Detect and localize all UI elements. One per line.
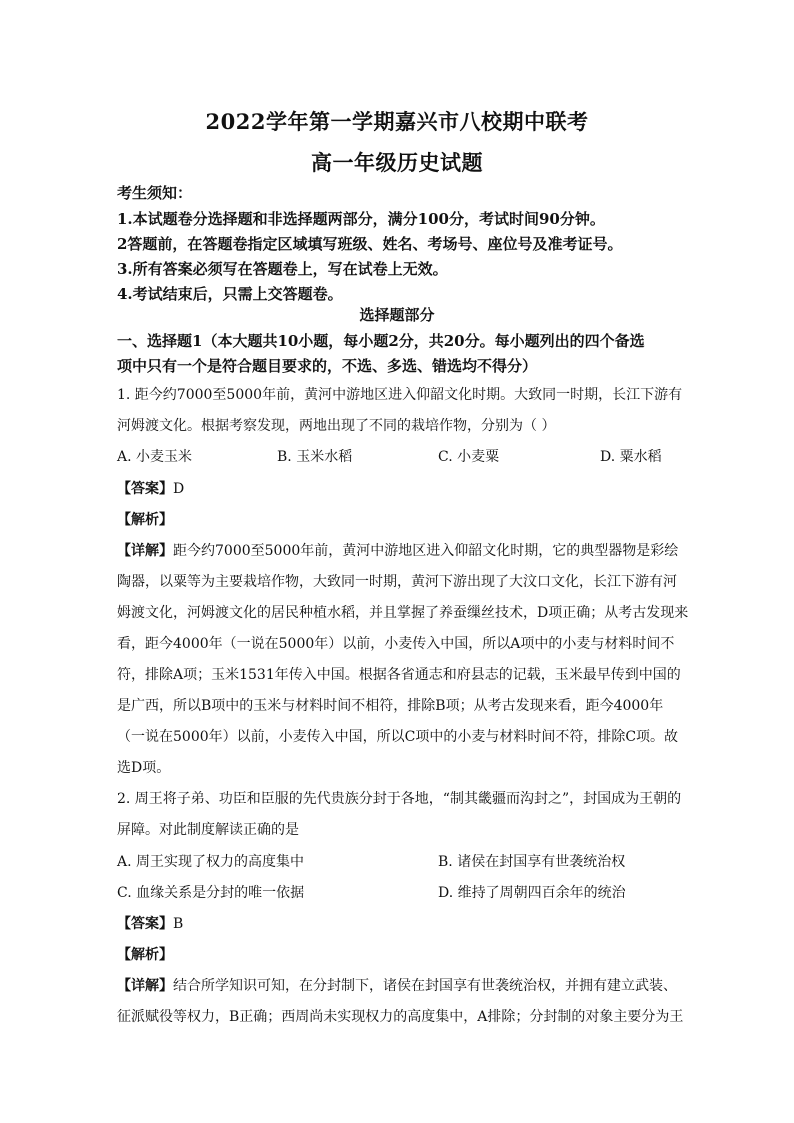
q1-detail-line (117, 540, 678, 560)
q1-analysis-tag (117, 509, 173, 529)
q1-stem: 河姆渡文化。根据考察发现，两地出现了不同的栽培作物，分别为（ ） (117, 418, 556, 434)
q2-option-d: D. 维持了周朝四百余年的统治 (438, 885, 626, 901)
detail-tag: 【详解】 (117, 978, 173, 994)
q2-detail-line: 征派赋役等权力，B正确；西周尚未实现权力的高度集中，A排除；分封制的对象主要分为王 (117, 1009, 684, 1025)
notice-item: 3.所有答案必须写在答题卷上，写在试卷上无效。 (117, 260, 448, 278)
answer-value: B (173, 916, 184, 932)
exam-subtitle: 高一年级历史试题 (311, 150, 483, 175)
part1-instruction: 一、选择题1（本大题共10小题，每小题2分，共20分。每小题列出的四个备选 (117, 332, 645, 350)
notice-heading: 考生须知： (117, 184, 193, 202)
analysis-tag: 【解析】 (117, 947, 173, 963)
exam-title: 2022学年第一学期嘉兴市八校期中联考 (205, 109, 589, 134)
q2-analysis-tag (117, 944, 173, 964)
q1-detail-line: （一说在5000年）以前，小麦传入中国，所以C项中的小麦与材料时间不符，排除C项。故 (117, 729, 679, 745)
q2-answer (117, 913, 183, 933)
q2-option-a: A. 周王实现了权力的高度集中 (117, 854, 305, 870)
q1-option-a: A. 小麦玉米 (117, 449, 193, 465)
q1-detail-line: 选D项。 (117, 760, 171, 776)
q1-detail-line: 姆渡文化，河姆渡文化的居民种植水稻，并且掌握了养蚕缫丝技术，D项正确；从考古发现来 (117, 605, 689, 621)
q1-detail-line: 看，距今4000年（一说在5000年）以前，小麦传入中国，所以A项中的小麦与材料时间不 (117, 636, 675, 652)
q1-option-b: B. 玉米水稻 (277, 449, 353, 465)
detail-text: 结合所学知识可知，在分封制下，诸侯在封国享有世袭统治权，并拥有建立武装、 (173, 978, 677, 994)
detail-tag: 【详解】 (117, 543, 173, 559)
part1-instruction: 项中只有一个是符合题目要求的，不选、多选、错选均不得分） (117, 357, 538, 375)
answer-value: D (173, 481, 185, 497)
notice-item: 1.本试题卷分选择题和非选择题两部分，满分100分，考试时间90分钟。 (117, 210, 605, 228)
q2-stem: 2. 周王将子弟、功臣和臣服的先代贵族分封于各地，“制其畿疆而沟封之”，封国成为王朝的 (117, 791, 682, 807)
notice-item: 2答题前，在答题卷指定区域填写班级、姓名、考场号、座位号及准考证号。 (117, 235, 623, 253)
analysis-tag: 【解析】 (117, 512, 173, 528)
q1-detail-line: 陶器，以粟等为主要栽培作物，大致同一时期，黄河下游出现了大汶口文化，长江下游有河 (117, 574, 677, 590)
notice-item: 4.考试结束后，只需上交答题卷。 (117, 285, 343, 303)
q2-option-c: C. 血缘关系是分封的唯一依据 (117, 885, 305, 901)
q1-option-c: C. 小麦粟 (438, 449, 500, 465)
q2-detail-line (117, 975, 677, 995)
q1-detail-line: 是广西，所以B项中的玉米与材料时间不相符，排除B项；从考古发现来看，距今4000年 (117, 698, 664, 714)
q1-stem: 1. 距今约7000至5000年前，黄河中游地区进入仰韶文化时期。大致同一时期，长江下游有 (117, 387, 683, 403)
detail-text: 距今约7000至5000年前，黄河中游地区进入仰韶文化时期，它的典型器物是彩绘 (173, 543, 679, 559)
answer-tag: 【答案】 (117, 481, 173, 497)
q2-option-b: B. 诸侯在封国享有世袭统治权 (438, 854, 626, 870)
q1-answer (117, 478, 184, 498)
section-label: 选择题部分 (359, 306, 435, 324)
q1-option-d: D. 粟水稻 (600, 449, 662, 465)
q1-detail-line: 符，排除A项；玉米1531年传入中国。根据各省通志和府县志的记载，玉米最早传到中国的 (117, 667, 681, 683)
q2-stem: 屏障。对此制度解读正确的是 (117, 822, 299, 838)
answer-tag: 【答案】 (117, 916, 173, 932)
